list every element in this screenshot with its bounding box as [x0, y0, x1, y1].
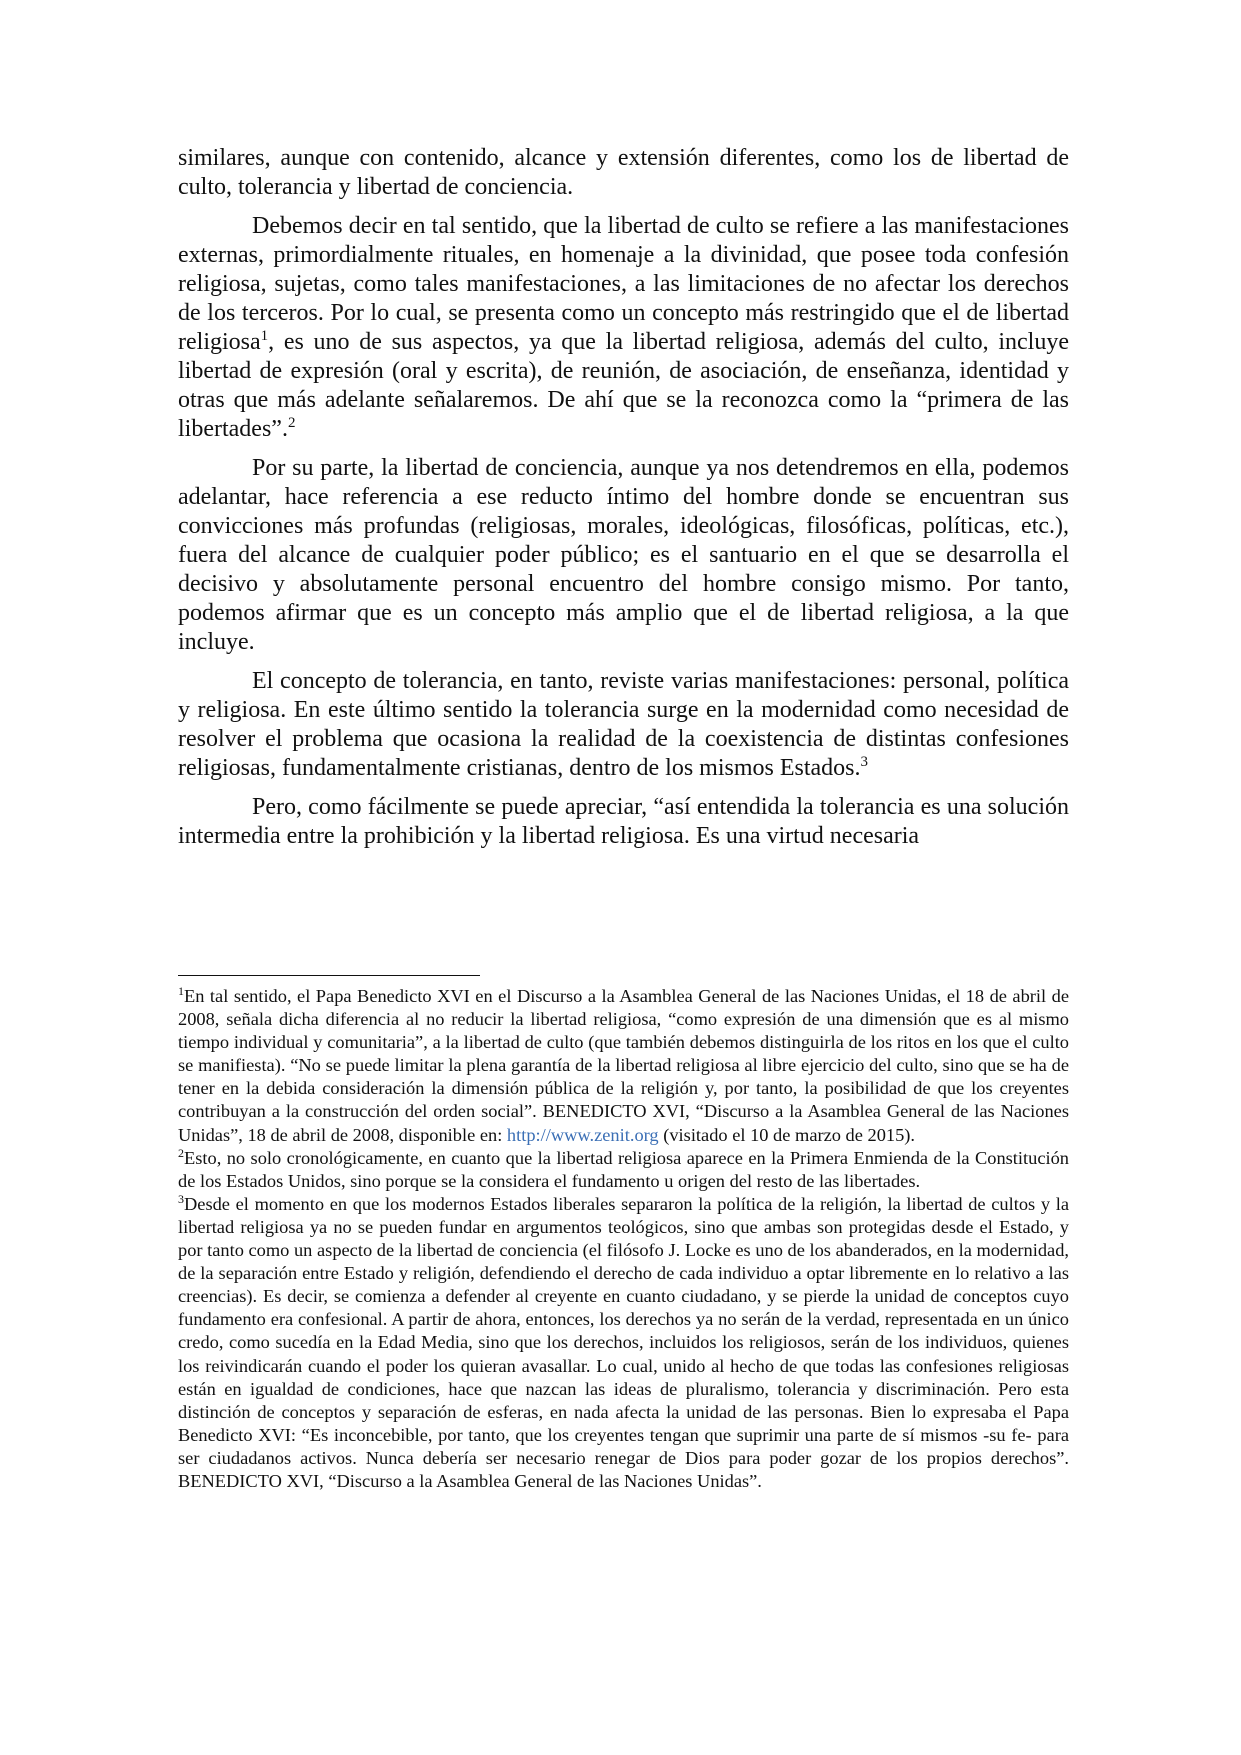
- footnote-text: Desde el momento en que los modernos Estados liberales separaron la política de la religión, la libertad de cultos y la libertad religiosa ya no se pueden fundar en argumentos teológicos, sino que ambas son protegidas desde el Estado, y por tanto como un aspecto de la libertad de conciencia (el filósofo J. Locke es uno de los abanderados, en la modernidad, de la separación entre Estado y religión, defendiendo el derecho de cada individuo a optar libremente en lo relativo a las creencias). Es decir, se comienza a defender al creyente en cuanto ciudadano, y se pierde la unidad de conceptos cuyo fundamento era confesional. A partir de ahora, entonces, los derechos ya no serán de la verdad, representada en un único credo, como sucedía en la Edad Media, sino que los derechos, incluidos los religiosos, serán de los individuos, quienes los reivindicarán cuando el poder los quieran avasallar. Lo cual, unido al hecho de que todas las confesiones religiosas están en igualdad de condiciones, hace que nazcan las ideas de pluralismo, tolerancia y discriminación. Pero esta distinción de conceptos y separación de esferas, en nada afecta la unidad de las personas. Bien lo expresaba el Papa Benedicto XVI: “Es inconcebible, por tanto, que los creyentes tengan que suprimir una parte de sí mismos -su fe- para ser ciudadanos activos. Nunca debería ser necesario renegar de Dios para poder gozar de los propios derechos”. BENEDICTO XVI, “Discurso a la Asamblea General de las Naciones Unidas”.: [178, 1193, 1069, 1491]
- footnote-ref-2[interactable]: 2: [287, 415, 296, 431]
- paragraph-libertad-de-culto: [178, 212, 1069, 444]
- footnote-text: En tal sentido, el Papa Benedicto XVI en el Discurso a la Asamblea General de las Naciones Unidas, el 18 de abril de 2008, señala dicha diferencia al no reducir la libertad religiosa, “como expresión de una dimensión que es al mismo tiempo individual y comunitaria”, a la libertad de culto (que también debemos distinguirla de los ritos en los que el culto se manifiesta). “No se puede limitar la plena garantía de la libertad religiosa al libre ejercicio del culto, sino que se ha de tener en la debida consideración la dimensión pública de la religión y, por tanto, la posibilidad de que los creyentes contribuyan a la construcción del orden social”. BENEDICTO XVI, “Discurso a la Asamblea General de las Naciones Unidas”, 18 de abril de 2008, disponible en:: [178, 986, 1069, 1145]
- footnote-text: (visitado el 10 de marzo de 2015).: [658, 1124, 916, 1145]
- footnote-number: 1: [178, 984, 184, 998]
- paragraph-tolerancia-solucion: [178, 793, 1069, 851]
- footnote-ref-3[interactable]: 3: [860, 754, 869, 770]
- footnote-number: 2: [178, 1145, 184, 1160]
- footnote-number: 3: [178, 1191, 184, 1206]
- footnote-1: [178, 985, 1069, 1147]
- footnote-ref-1[interactable]: 1: [260, 328, 269, 344]
- footnote-separator: [178, 975, 480, 976]
- paragraph-text: El concepto de tolerancia, en tanto, reviste varias manifestaciones: personal, política y religiosa. En este último sentido la tolerancia surge en la modernidad como necesidad de resolver el problema que ocasiona la realidad de la coexistencia de distintas confesiones religiosas, fundamentalmente cristianas, dentro de los mismos Estados.: [178, 668, 1069, 781]
- footnote-3: [178, 1193, 1069, 1493]
- paragraph-text: Por su parte, la libertad de conciencia, aunque ya nos detendremos en ella, podemos adelantar, hace referencia a ese reducto íntimo del hombre donde se encuentran sus convicciones más profundas (religiosas, morales, ideológicas, filosóficas, políticas, etc.), fuera del alcance de cualquier poder público; es el santuario en el que se desarrolla el decisivo y absolutamente personal encuentro del hombre consigo mismo. Por tanto, podemos afirmar que es un concepto más amplio que el de libertad religiosa, a la que incluye.: [178, 455, 1069, 655]
- paragraph-text: Debemos decir en tal sentido, que la libertad de culto se refiere a las manifestaciones externas, primordialmente rituales, en homenaje a la divinidad, que posee toda confesión religiosa, sujetas, como tales manifestaciones, a las limitaciones de no afectar los derechos de los terceros. Por lo cual, se presenta como un concepto más restringido que el de libertad religiosa: [178, 213, 1069, 355]
- paragraph-text: similares, aunque con contenido, alcance y extensión diferentes, como los de libertad de culto, tolerancia y libertad de conciencia.: [178, 145, 1069, 200]
- paragraph-continuation: [178, 144, 1069, 202]
- paragraph-text: Pero, como fácilmente se puede apreciar, “así entendida la tolerancia es una solución intermedia entre la prohibición y la libertad religiosa. Es una virtud necesaria: [178, 794, 1069, 849]
- paragraph-text: , es uno de sus aspectos, ya que la libertad religiosa, además del culto, incluye libertad de expresión (oral y escrita), de reunión, de asociación, de enseñanza, identidad y otras que más adelante señalaremos. De ahí que se la reconozca como la “primera de las libertades”.: [178, 329, 1069, 442]
- body-text: [178, 144, 1069, 861]
- footnote-text: Esto, no solo cronológicamente, en cuanto que la libertad religiosa aparece en la Primera Enmienda de la Constitución de los Estados Unidos, sino porque se la considera el fundamento u origen del resto de las libertades.: [178, 1147, 1069, 1191]
- paragraph-tolerancia: [178, 667, 1069, 783]
- paragraph-libertad-de-conciencia: [178, 454, 1069, 657]
- footnote-link[interactable]: http://www.zenit.org: [506, 1124, 659, 1145]
- footnotes: [178, 985, 1069, 1493]
- footnote-2: [178, 1147, 1069, 1193]
